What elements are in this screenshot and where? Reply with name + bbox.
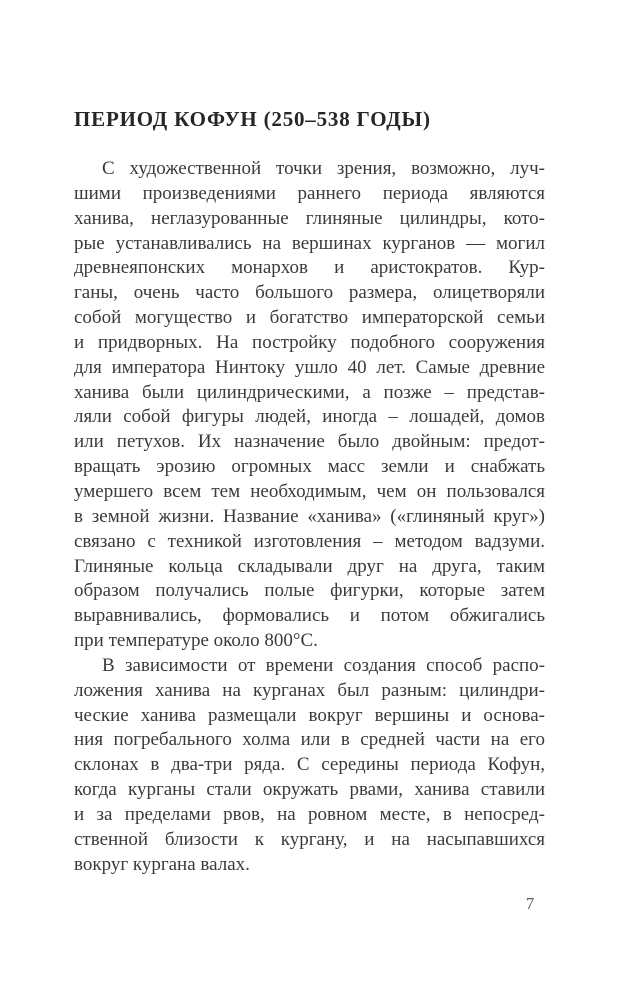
text-line: ляли собой фигуры людей, иногда – лошадей, домов	[74, 406, 545, 428]
paragraph	[74, 157, 545, 654]
text-line: выравнивались, формовались и потом обжигались	[74, 605, 545, 627]
text-line: склонах в два-три ряда. С середины периода Кофун,	[74, 754, 545, 776]
page-number: 7	[525, 894, 535, 913]
text-line: В зависимости от времени создания способ распо-	[102, 654, 545, 676]
text-line: ганы, очень часто большого размера, олицетворяли	[74, 282, 545, 304]
text-line: в земной жизни. Название «ханива» («глиняный круг»)	[74, 505, 545, 527]
text-line: и за пределами рвов, на ровном месте, в непосред-	[74, 803, 545, 825]
text-line: С художественной точки зрения, возможно, луч-	[102, 158, 545, 179]
text-line: ложения ханива на курганах был разным: цилиндри-	[74, 679, 545, 701]
text-line: для императора Нинтоку ушло 40 лет. Самые древние	[74, 356, 545, 378]
text-line: рые устанавливались на вершинах курганов — могил	[74, 232, 545, 254]
paragraph	[74, 654, 545, 878]
text-line: ческие ханива размещали вокруг вершины и основа-	[74, 704, 545, 726]
text-line: ственной близости к кургану, и на насыпавшихся	[74, 828, 545, 850]
text-line: умершего всем тем необходимым, чем он пользовался	[74, 480, 545, 502]
text-line: и придворных. На постройку подобного сооружения	[74, 331, 545, 353]
text-line: шими произведениями раннего периода являются	[74, 182, 545, 204]
text-line: Глиняные кольца складывали друг на друга, таким	[74, 555, 545, 577]
text-line: ния погребального холма или в средней части на его	[74, 729, 545, 751]
text-line: вращать эрозию огромных масс земли и снабжать	[74, 456, 545, 478]
chapter-title: ПЕРИОД КОФУН (250–538 ГОДЫ)	[74, 107, 431, 131]
text-line: ханива были цилиндрическими, а позже – представ-	[74, 381, 545, 403]
text-line: древнеяпонских монархов и аристократов. Кур-	[74, 257, 545, 279]
text-line: когда курганы стали окружать рвами, ханива ставили	[74, 779, 545, 801]
body-text	[74, 157, 545, 877]
text-line: связано с техникой изготовления – методом вадзуми.	[74, 530, 545, 552]
text-line: при температуре около 800°С.	[74, 630, 318, 652]
text-line: или петухов. Их назначение было двойным: предот-	[74, 431, 545, 453]
text-line: собой могущество и богатство императорской семьи	[74, 307, 545, 329]
text-line: образом получались полые фигурки, которые затем	[74, 580, 545, 602]
text-line: ханива, неглазурованные глиняные цилиндры, кото-	[74, 207, 545, 229]
text-line: вокруг кургана валах.	[74, 853, 250, 875]
